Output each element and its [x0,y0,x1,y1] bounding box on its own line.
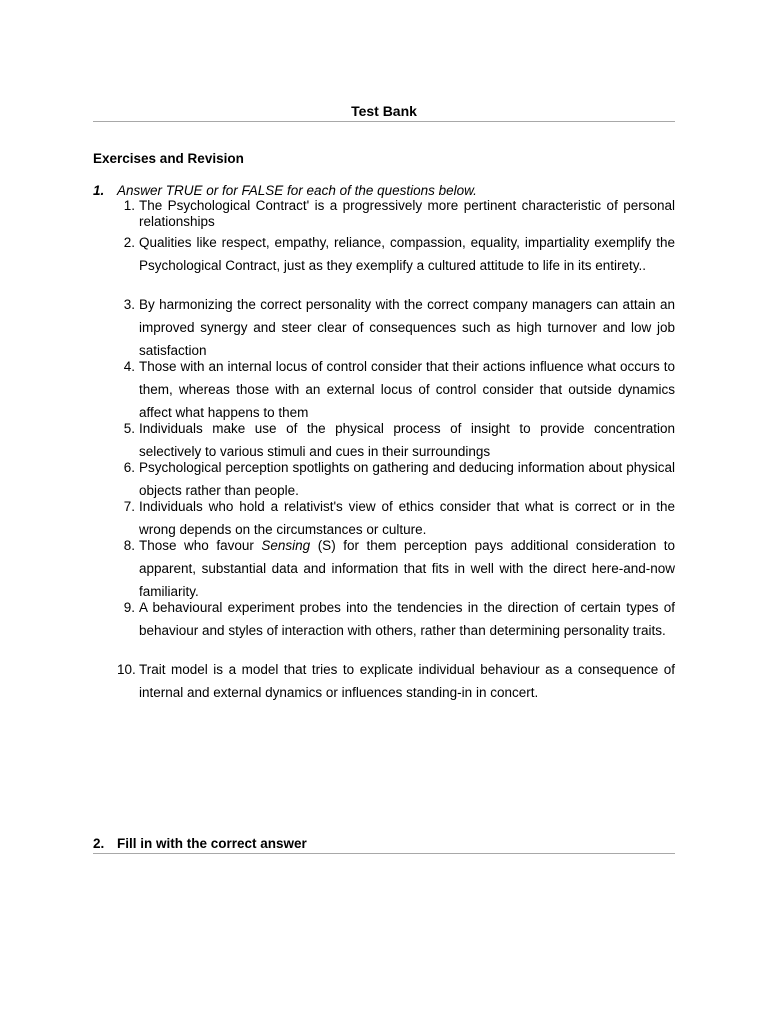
item-number: 4. [123,359,135,374]
list-item [117,231,675,293]
sensing-emphasis: Sensing [261,538,311,553]
list-item [117,596,675,658]
list-item [117,534,676,599]
item-text: A behavioural experiment probes into the tendencies in the direction of certain types of behaviour and styles of interaction with others, rather than determining personality traits. [139,600,675,638]
item-number: 6. [123,460,135,475]
item-text: Psychological perception spotlights on gathering and deducing information about physical objects rather than people. [139,460,675,498]
page-title: Test Bank [351,103,417,119]
list-item [117,293,675,358]
item-number: 7. [123,499,135,514]
list-item [117,417,675,459]
item-text: The Psychological Contract' is a progressively more pertinent characteristic of personal relationships [139,198,675,229]
list-item [117,198,675,234]
true-false-list [117,198,675,704]
list-item [117,355,675,420]
item-text: Those with an internal locus of control consider that their actions influence what occurs to them, whereas those with an external locus of control consider that outside dynamics affect what happens to them [139,359,675,420]
question-2-number: 2. [93,836,105,851]
list-item [117,658,675,704]
item-number: 9. [123,600,135,615]
question-1-number: 1. [93,183,105,198]
item-number: 2. [123,235,135,250]
item-number: 8. [123,538,135,553]
item-number: 10. [117,662,136,677]
section-heading: Exercises and Revision [93,151,244,166]
item-text: Individuals make use of the physical process of insight to provide concentration selectively to various stimuli and cues in their surroundings [139,421,675,459]
question-2-heading [93,836,307,851]
question-1-instruction: Answer TRUE or for FALSE for each of the questions below. [117,183,477,198]
item-number: 5. [123,421,135,436]
list-item [117,456,675,498]
title-divider [93,121,675,122]
list-item [117,495,675,537]
item-text: Individuals who hold a relativist's view of ethics consider that what is correct or in the wrong depends on the circumstances or culture. [139,499,675,537]
item-text: Qualities like respect, empathy, reliance, compassion, equality, impartiality exemplify the Psychological Contract, just as they exemplify a cultured attitude to life in its entirety.. [139,235,675,273]
item-text-end: (S) for them perception pays additional consideration to apparent, substantial data and information that fits in well with the direct here-and-now familiarity. [139,538,676,599]
item-number: 1. [123,198,135,213]
item-text [139,534,675,603]
item-text: By harmonizing the correct personality with the correct company managers can attain an improved synergy and steer clear of consequences such as high turnover and low job satisfaction [139,297,675,358]
item-text-start: Those who favour [139,538,262,553]
question-2-text: Fill in with the correct answer [117,836,307,851]
item-text: Trait model is a model that tries to explicate individual behaviour as a consequence of internal and external dynamics or influences standing-in in concert. [139,662,675,700]
question-2-divider [93,853,675,854]
item-number: 3. [123,297,135,312]
